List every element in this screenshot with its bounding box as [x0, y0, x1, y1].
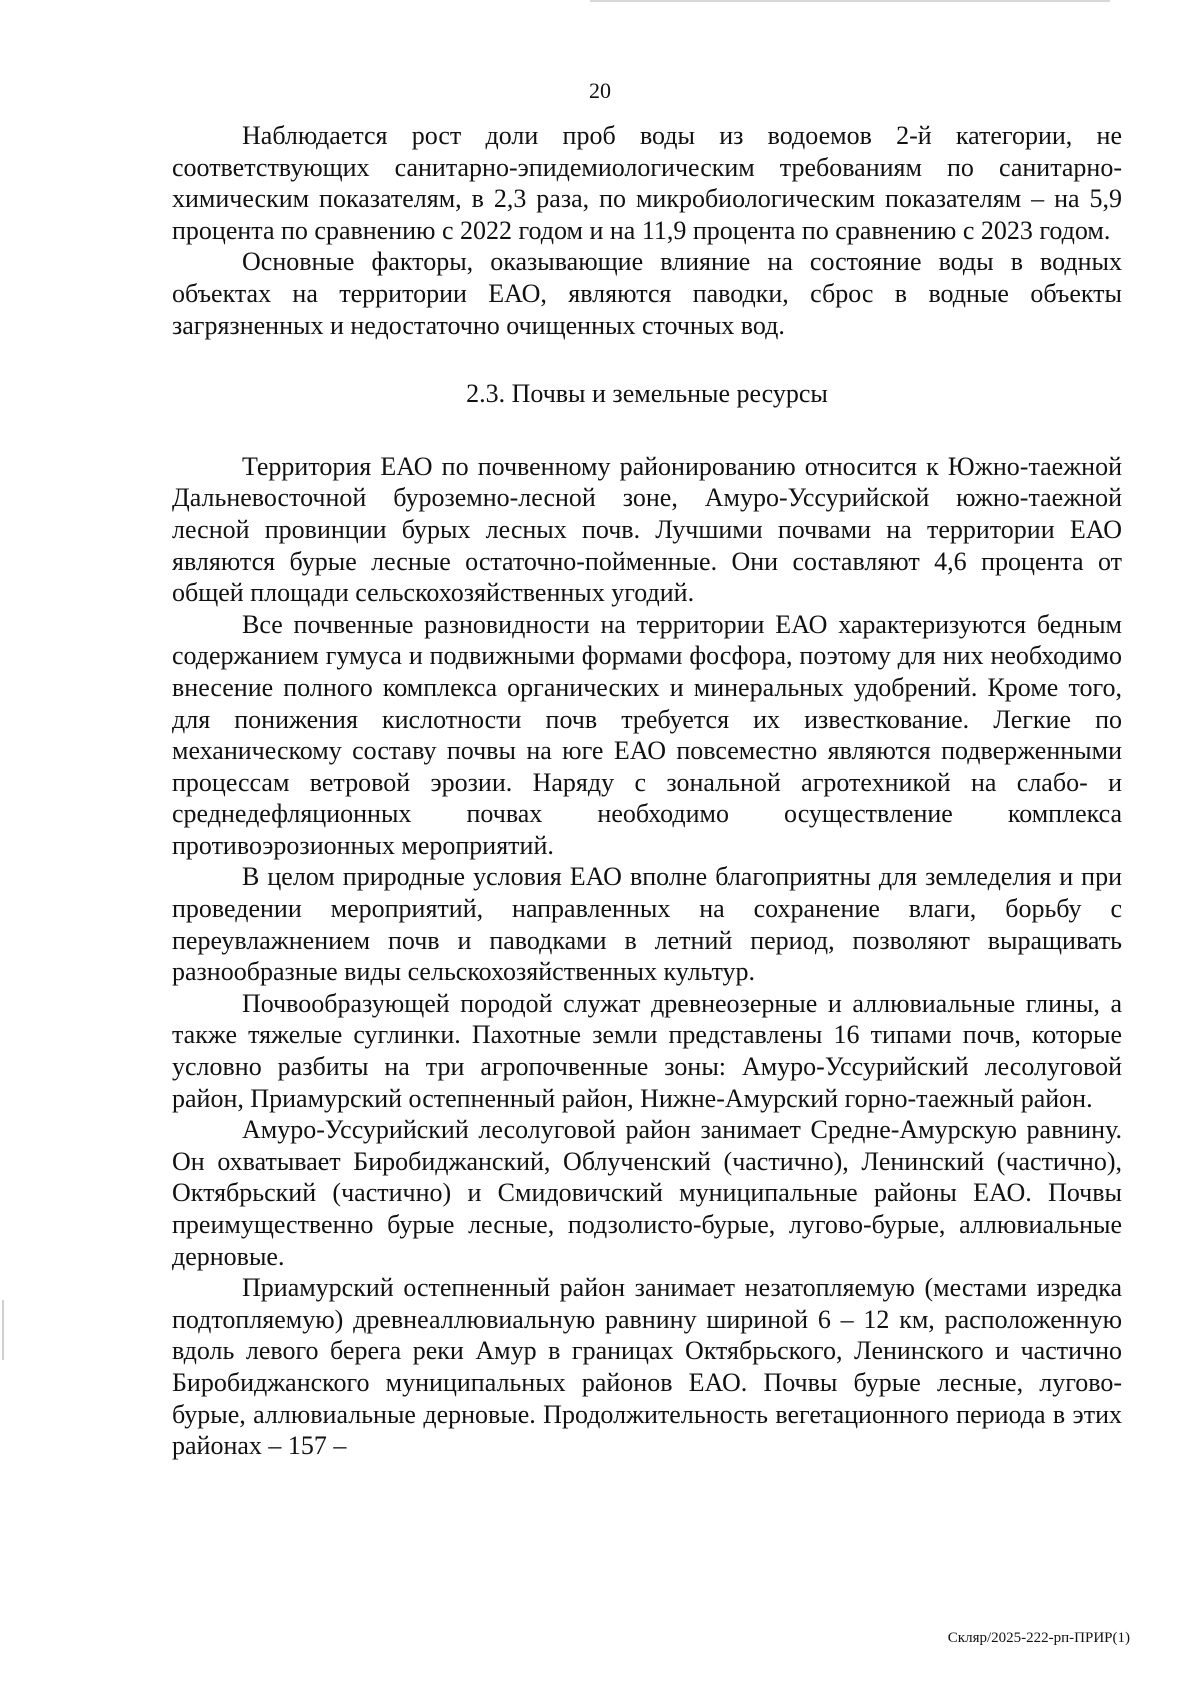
paragraph-soil-forming-rocks: Почвообразующей породой служат древнеозерные и аллювиальные глины, а также тяжелые суглинки. Пахотные земли представлены 16 типами почв, которые условно разбиты на три агропочвенные зоны: Амуро-Уссурийский лесолуговой район, Приамурский остепненный район, Нижне-Амурский горно-таежный район. [172, 988, 1122, 1113]
paragraph-priamursky-district: Приамурский остепненный район занимает незатопляемую (местами изредка подтопляемую) древнеаллювиальную равнину шириной 6 – 12 км, расположенную вдоль левого берега реки Амур в границах Октябрьского, Ленинского и частично Биробиджанского муниципальных районов ЕАО. Почвы бурые лесные, лугово-бурые, аллювиальные дерновые. Продолжительность вегетационного периода в этих районах – 157 – [172, 1273, 1122, 1461]
section-heading: 2.3. Почвы и земельные ресурсы [466, 379, 828, 409]
paragraph-soil-properties: Все почвенные разновидности на территории ЕАО характеризуются бедным содержанием гумуса и подвижными формами фосфора, поэтому для них необходимо внесение полного комплекса органических и минеральных удобрений. Кроме того, для понижения кислотности почв требуется их известкование. Легкие по механическому составу почвы на юге ЕАО повсеместно являются подверженными процессам ветровой эрозии. Наряду с зональной агротехникой на слабо- и среднедефляционных почвах необходимо осуществление комплекса противоэрозионных мероприятий. [172, 609, 1122, 860]
paragraph-water-samples: Наблюдается рост доли проб воды из водоемов 2-й категории, не соответствующих санитарно-эпидемиологическим требованиям по санитарно-химическим показателям, в 2,3 раза, по микробиологическим показателям – на 5,9 процента по сравнению с 2022 годом и на 11,9 процента по сравнению с 2023 годом. [172, 121, 1122, 245]
paragraph-natural-conditions: В целом природные условия ЕАО вполне благоприятны для земледелия и при проведении мероприятий, направленных на сохранение влаги, борьбу с переувлажнением почв и паводками в летний период, позволяют выращивать разнообразные виды сельскохозяйственных культур. [172, 862, 1122, 987]
paragraph-soil-zoning: Территория ЕАО по почвенному районированию относится к Южно-таежной Дальневосточной буроземно-лесной зоне, Амуро-Уссурийской южно-таежной лесной провинции бурых лесных почв. Лучшими почвами на территории ЕАО являются бурые лесные остаточно-пойменные. Они составляют 4,6 процента от общей площади сельскохозяйственных угодий. [172, 451, 1122, 608]
document-code: Скляр/2025-222-рп-ПРИР(1) [947, 1630, 1130, 1646]
page-number: 20 [589, 78, 611, 103]
scan-edge-mark [2, 1300, 4, 1360]
paragraph-water-factors: Основные факторы, оказывающие влияние на состояние воды в водных объектах на территории ЕАО, являются паводки, сброс в водные объекты загрязненных и недостаточно очищенных сточных вод. [172, 247, 1122, 340]
document-body [172, 120, 1122, 1462]
paragraph-amur-ussuri-district: Амуро-Уссурийский лесолуговой район занимает Средне-Амурскую равнину. Он охватывает Биробиджанский, Облученский (частично), Ленинский (частично), Октябрьский (частично) и Смидовичский муниципальные районы ЕАО. Почвы преимущественно бурые лесные, подзолисто-бурые, лугово-бурые, аллювиальные дерновые. [172, 1115, 1122, 1271]
scan-edge-line [590, 0, 1110, 2]
